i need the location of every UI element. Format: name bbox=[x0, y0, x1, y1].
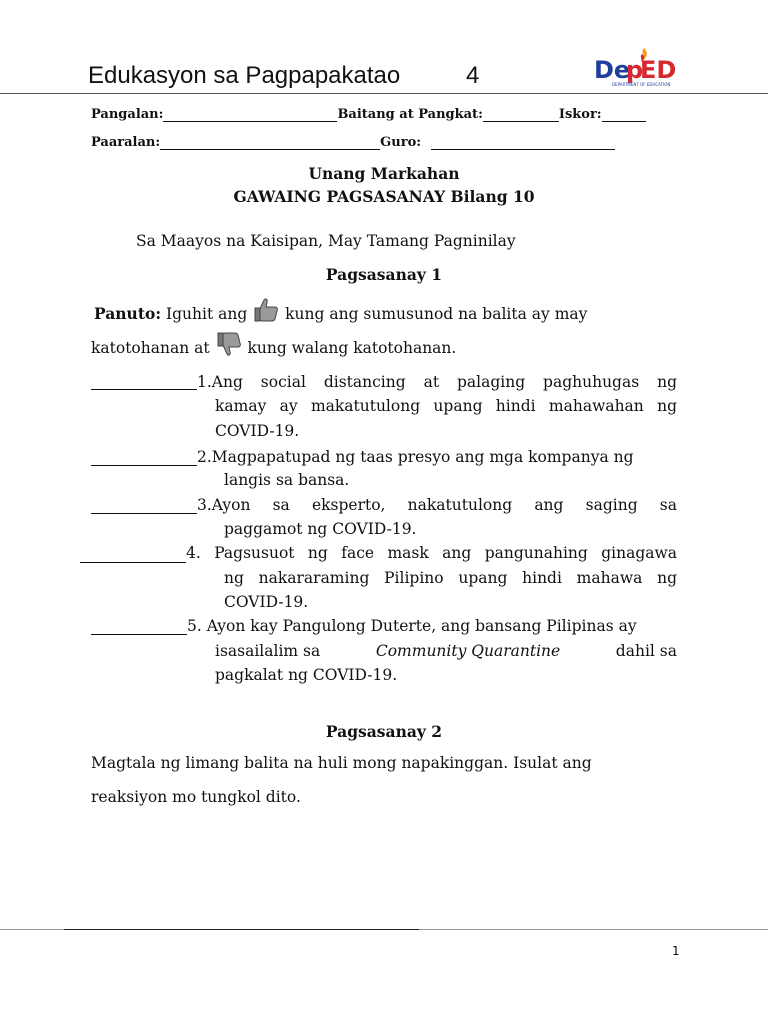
header-divider bbox=[0, 93, 768, 94]
name-label: Pangalan: bbox=[91, 107, 164, 122]
deped-logo bbox=[590, 44, 682, 92]
svg-text:De: De bbox=[594, 56, 631, 84]
instruction-line-2: katotohanan at kung walang katotohanan. bbox=[91, 331, 456, 357]
score-blank[interactable] bbox=[602, 109, 646, 122]
score-label: Iskor: bbox=[558, 107, 602, 122]
quarter-title: Unang Markahan bbox=[308, 164, 460, 183]
student-info-row bbox=[91, 107, 646, 122]
footer-divider-accent bbox=[64, 929, 419, 930]
exercise2-line-1: Magtala ng limang balita na huli mong napakinggan. Isulat ang bbox=[91, 754, 592, 772]
exercise1-heading: Pagsasanay 1 bbox=[325, 265, 443, 284]
teacher-label: Guro: bbox=[380, 135, 422, 150]
answer-blank[interactable] bbox=[91, 465, 197, 466]
school-label: Paaralan: bbox=[91, 135, 161, 150]
instruction-label: Panuto: bbox=[94, 304, 162, 323]
grade-section-blank[interactable] bbox=[483, 109, 559, 122]
name-blank[interactable] bbox=[163, 109, 337, 122]
thumbs-up-icon bbox=[252, 297, 280, 323]
svg-text:DEPARTMENT OF EDUCATION: DEPARTMENT OF EDUCATION bbox=[612, 82, 671, 87]
svg-text:ED: ED bbox=[640, 56, 677, 84]
lesson-subtitle: Sa Maayos na Kaisipan, May Tamang Pagninilay bbox=[136, 232, 516, 250]
exercise2-line-2: reaksiyon mo tungkol dito. bbox=[91, 788, 301, 806]
grade-section-label: Baitang at Pangkat: bbox=[337, 107, 483, 122]
thumbs-down-icon bbox=[215, 331, 243, 357]
page-number: 1 bbox=[672, 944, 680, 958]
exercise2-heading: Pagsasanay 2 bbox=[325, 722, 443, 741]
grade-number: 4 bbox=[466, 62, 480, 89]
subject-title: Edukasyon sa Pagpapakatao bbox=[88, 62, 401, 89]
teacher-blank[interactable] bbox=[431, 137, 615, 150]
answer-blank[interactable] bbox=[91, 513, 197, 514]
answer-blank[interactable] bbox=[91, 389, 197, 390]
answer-blank[interactable] bbox=[91, 634, 187, 635]
answer-blank[interactable] bbox=[80, 562, 186, 563]
activity-title: GAWAING PAGSASANAY Bilang 10 bbox=[233, 187, 535, 206]
school-blank[interactable] bbox=[160, 137, 380, 150]
instruction-line-1: Panuto: Iguhit ang kung ang sumusunod na balita ay may bbox=[94, 297, 587, 323]
school-info-row bbox=[91, 135, 615, 150]
svg-text:p: p bbox=[626, 56, 644, 84]
